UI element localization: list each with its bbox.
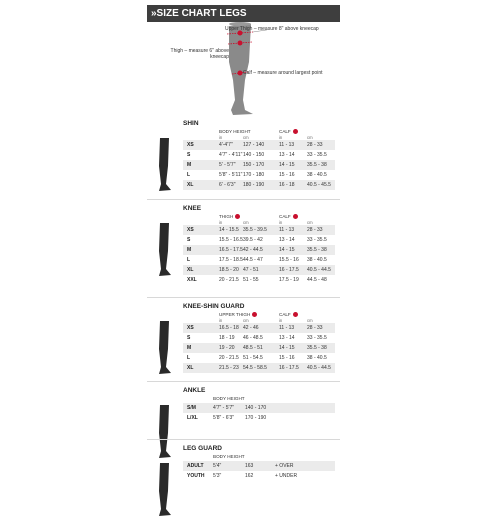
size-value: 5'8" - 6'3" [213,415,235,421]
calf-label: Calf – measure around largest point [243,70,323,76]
measure-marker-icon [235,214,240,219]
size-value: 14 - 15.5 [219,227,239,233]
unit-label: in [219,135,223,140]
size-value: 39.5 - 42 [243,237,263,243]
size-value: 33 - 35.5 [307,152,327,158]
leg-measurement-diagram [147,22,340,118]
thigh-label: Thigh – measure 6" above kneecap [170,48,229,60]
table-row [183,140,335,150]
table-row [183,235,335,245]
size-label: XS [187,227,194,233]
size-label: M [187,247,192,253]
table-row [183,255,335,265]
size-value: 180 - 190 [243,182,265,188]
size-value: 18.5 - 20 [219,267,239,273]
size-value: 140 - 150 [243,152,265,158]
size-label: M [187,345,192,351]
table-row [183,471,335,481]
size-value: 35.5 - 38 [307,247,327,253]
size-value: 38 - 40.5 [307,355,327,361]
column-header: BODY HEIGHT [213,454,245,459]
table-row [183,275,335,285]
size-value: 38 - 40.5 [307,172,327,178]
size-label: S [187,335,191,341]
size-value: + OVER [275,463,294,469]
size-value: 6' - 6'3" [219,182,236,188]
size-value: 14 - 15 [279,247,295,253]
size-label: XXL [187,277,197,283]
size-value: 21.5 - 23 [219,365,239,371]
size-value: 163 [245,463,254,469]
size-value: 51 - 55 [243,277,259,283]
size-label: XS [187,325,194,331]
table-row [183,180,335,190]
size-value: 15 - 16 [279,172,295,178]
size-label: L/XL [187,415,198,421]
section-title: KNEE-SHIN GUARD [183,303,245,310]
size-value: 5' - 5'7" [219,162,236,168]
thigh-marker-icon [238,41,243,46]
size-value: 15 - 16 [279,355,295,361]
product-illustration-icon [153,403,175,463]
section-divider [147,439,340,440]
size-value: 13 - 14 [279,152,295,158]
size-value: 19 - 20 [219,345,235,351]
size-value: 28 - 33 [307,227,323,233]
size-value: 4'7" - 5'7" [213,405,235,411]
size-value: 11 - 13 [279,142,295,148]
size-label: XL [187,365,194,371]
size-value: 13 - 14 [279,237,295,243]
unit-label: cm [307,318,313,323]
section-title: KNEE [183,205,202,212]
size-value: 17.5 - 19 [279,277,299,283]
unit-label: cm [307,135,313,140]
unit-label: in [279,220,283,225]
size-value: 13 - 14 [279,335,295,341]
measure-marker-icon [293,312,298,317]
size-value: 40.5 - 44.5 [307,267,331,273]
table-row [183,403,335,413]
size-label: S/M [187,405,196,411]
size-value: 44.5 - 47 [243,257,263,263]
size-label: M [187,162,192,168]
table-row [183,245,335,255]
size-value: 11 - 13 [279,325,295,331]
table-row [183,461,335,471]
measure-marker-icon [293,214,298,219]
size-value: 5'4" [213,463,222,469]
table-row [183,363,335,373]
section-title: ANKLE [183,387,206,394]
size-value: 33 - 35.5 [307,335,327,341]
size-label: XL [187,182,194,188]
upper-thigh-label: Upper Thigh – measure 8" above kneecap [225,26,319,32]
column-header: BODY HEIGHT [213,396,245,401]
unit-label: cm [243,318,249,323]
size-value: 46 - 48.5 [243,335,263,341]
size-label: L [187,257,191,263]
unit-label: cm [307,220,313,225]
size-value: 17.5 - 18.5 [219,257,243,263]
table-row [183,150,335,160]
table-row [183,333,335,343]
measure-marker-icon [293,129,298,134]
size-value: 170 - 180 [243,172,265,178]
column-header: CALF [279,312,298,317]
table-row [183,265,335,275]
size-value: 33 - 35.5 [307,237,327,243]
size-value: 5'3" [213,473,222,479]
size-value: 40.5 - 44.5 [307,365,331,371]
product-illustration-icon [153,319,175,379]
unit-label: in [219,220,223,225]
size-value: 40.5 - 45.5 [307,182,331,188]
product-illustration-icon [153,136,175,196]
size-value: 4'-4'7" [219,142,233,148]
size-label: YOUTH [187,473,205,479]
section-title: SHIN [183,120,199,127]
size-value: 42 - 44.5 [243,247,263,253]
size-value: 42 - 46 [243,325,259,331]
size-value: 20 - 21.5 [219,355,239,361]
size-label: S [187,152,191,158]
product-illustration-icon [153,221,175,281]
size-value: 18 - 19 [219,335,235,341]
size-label: S [187,237,191,243]
table-row [183,413,335,423]
table-row [183,225,335,235]
unit-label: in [279,135,283,140]
unit-label: in [279,318,283,323]
size-chart-sheet [147,5,340,485]
size-value: 16 - 18 [279,182,295,188]
size-value: 5'8" - 5'11" [219,172,243,178]
table-row [183,353,335,363]
size-value: 150 - 170 [243,162,265,168]
size-value: 54.5 - 58.5 [243,365,267,371]
size-value: 35.5 - 38 [307,162,327,168]
section-divider [147,381,340,382]
size-label: L [187,355,191,361]
size-label: XL [187,267,194,273]
column-header: CALF [279,129,298,134]
size-value: 15.5 - 16 [279,257,299,263]
size-label: L [187,172,191,178]
size-value: 48.5 - 51 [243,345,263,351]
size-value: 35.5 - 38 [307,345,327,351]
size-value: + UNDER [275,473,298,479]
size-value: 15.5 - 16.5 [219,237,243,243]
size-value: 16 - 17.5 [279,267,299,273]
size-value: 14 - 15 [279,162,295,168]
size-value: 20 - 21.5 [219,277,239,283]
section-divider [147,297,340,298]
size-value: 140 - 170 [245,405,267,411]
unit-label: cm [243,135,249,140]
size-value: 51 - 54.5 [243,355,263,361]
unit-label: in [219,318,223,323]
unit-label: cm [243,220,249,225]
size-value: 28 - 33 [307,325,323,331]
size-value: 38 - 40.5 [307,257,327,263]
product-illustration-icon [153,461,175,521]
section-title: LEG GUARD [183,445,222,452]
size-value: 14 - 15 [279,345,295,351]
size-value: 28 - 33 [307,142,323,148]
size-value: 127 - 140 [243,142,265,148]
size-value: 4'7" - 4'11" [219,152,243,158]
column-header: THIGH [219,214,240,219]
table-row [183,323,335,333]
table-row [183,160,335,170]
column-header: BODY HEIGHT [219,129,251,134]
size-value: 35.5 - 39.5 [243,227,267,233]
calf-marker-icon [238,71,243,76]
table-row [183,343,335,353]
size-value: 162 [245,473,254,479]
column-header: UPPER THIGH [219,312,257,317]
size-value: 11 - 13 [279,227,295,233]
size-value: 170 - 190 [245,415,267,421]
size-value: 16.5 - 18 [219,325,239,331]
size-label: XS [187,142,194,148]
section-divider [147,199,340,200]
size-value: 16.5 - 17.5 [219,247,243,253]
size-label: ADULT [187,463,204,469]
table-row [183,170,335,180]
column-header: CALF [279,214,298,219]
size-value: 16 - 17.5 [279,365,299,371]
page-title: »SIZE CHART LEGS [147,5,340,22]
measure-marker-icon [252,312,257,317]
size-value: 47 - 51 [243,267,259,273]
size-value: 44.5 - 48 [307,277,327,283]
